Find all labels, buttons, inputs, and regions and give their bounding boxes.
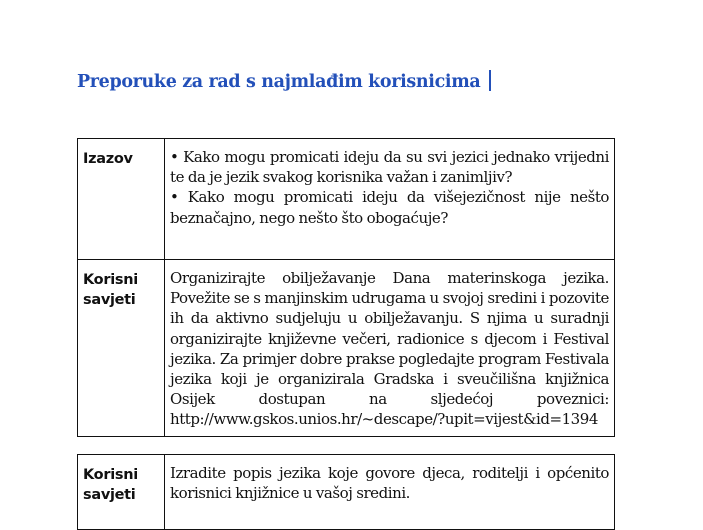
row-label: Korisni savjeti: [78, 260, 165, 437]
row-content: [165, 260, 615, 437]
recommendations-table: [77, 138, 615, 437]
next-table: [77, 454, 615, 530]
advice-text: Izradite popis jezika koje govore djeca, roditelji i općenito korisnici knjižnice u vašoj sredini.: [170, 464, 609, 503]
table-row: [78, 260, 615, 437]
table-row: [78, 139, 615, 260]
row-content: [165, 139, 615, 260]
row-label: Korisni savjeti: [78, 455, 165, 530]
row-content: [165, 455, 615, 530]
table-row: [78, 455, 615, 530]
heading-text: Preporuke za rad s najmlađim korisnicima: [77, 72, 481, 92]
advice-text: Organizirajte obilježavanje Dana materinskoga jezika. Povežite se s manjinskim udrugama u svojoj sredini i pozovite ih da aktivno sudjeluju u obilježavanju. S njima u suradnji organizirajte književne večeri, radionice s djecom i Festival jezika. Za primjer dobre prakse pogledajte program Festivala jezika koji je organizirala Gradska i sveučilišna knjižnica Osijek dostupan na sljedećoj poveznici: http://www.gskos.unios.hr/~descape/?upit=vijest&id=1394: [170, 269, 609, 429]
page-heading: [77, 70, 491, 92]
challenge-item: • Kako mogu promicati ideju da višejezičnost nije nešto beznačajno, nego nešto što obogaćuje?: [170, 188, 609, 227]
row-label: Izazov: [78, 139, 165, 260]
heading-bar: [489, 70, 491, 91]
challenge-item: • Kako mogu promicati ideju da su svi jezici jednako vrijedni te da je jezik svakog korisnika važan i zanimljiv?: [170, 148, 609, 187]
